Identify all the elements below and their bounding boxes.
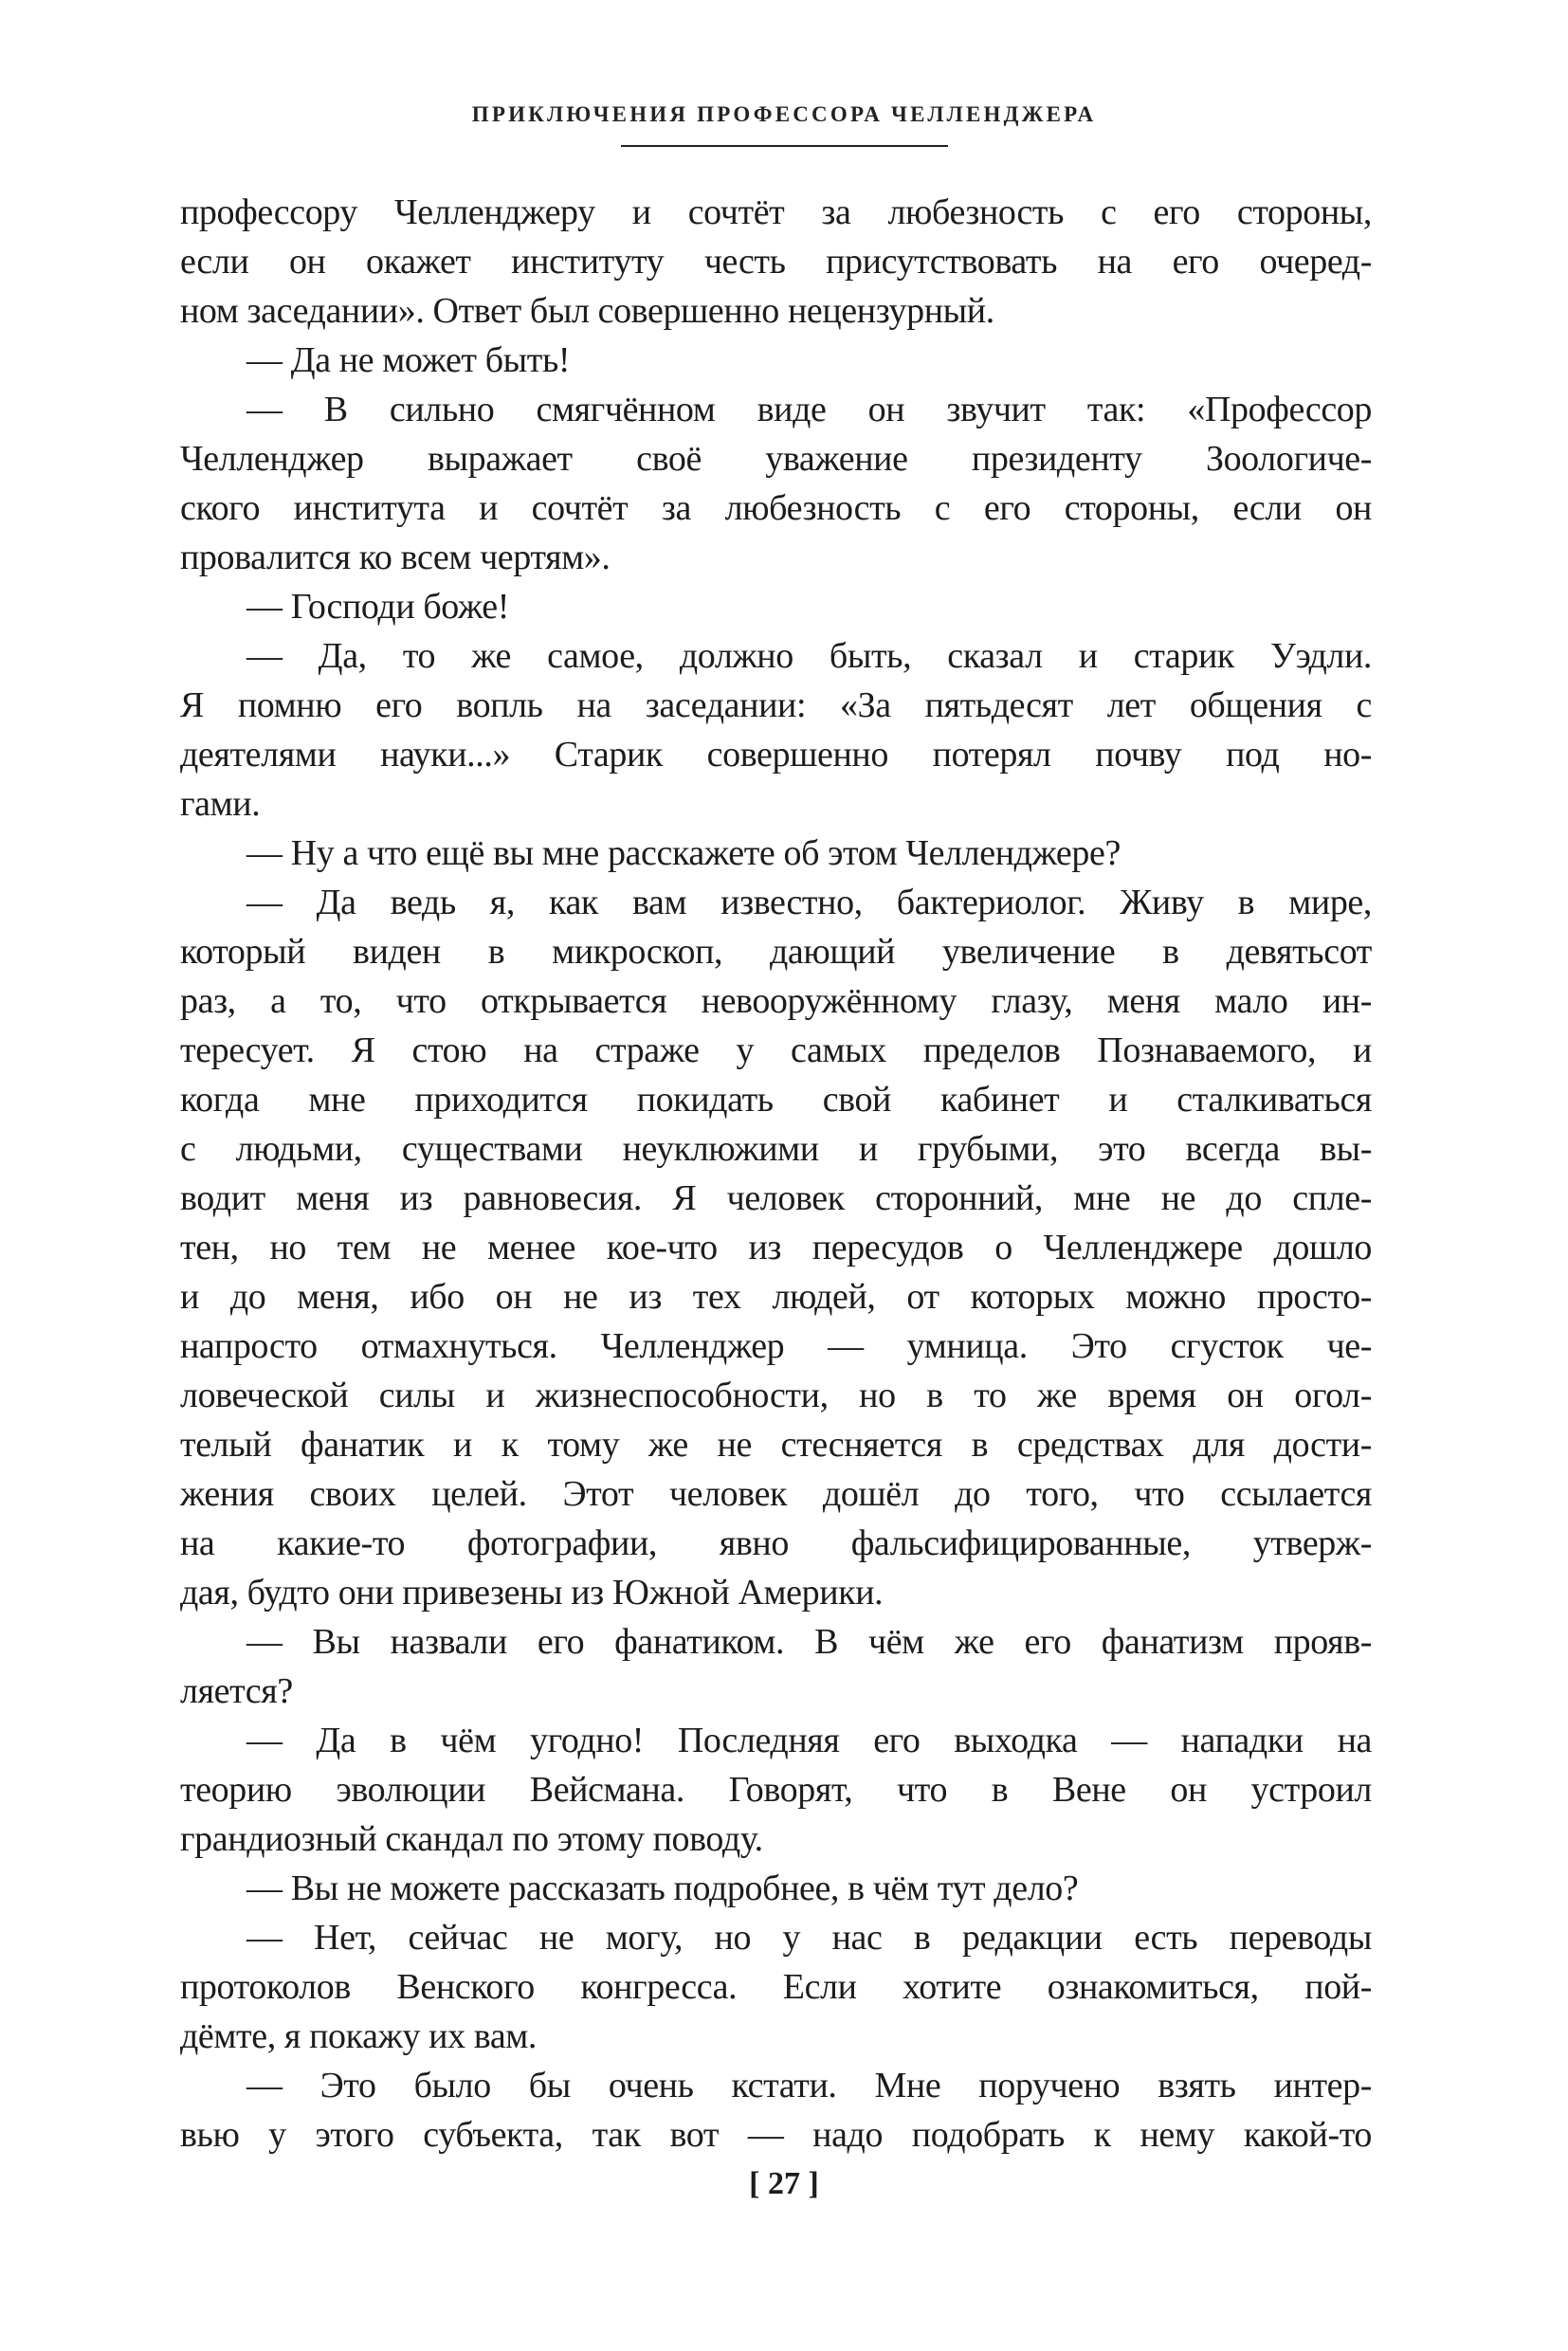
text-line: провалится ко всем чертям».	[180, 538, 611, 577]
body-text	[180, 188, 1372, 2160]
text-line: протоколов Венского конгресса. Если хотите ознакомиться, пой-	[180, 1967, 1372, 2007]
text-line: — Господи боже!	[246, 587, 510, 627]
text-line: Челленджер выражает своё уважение президенту Зоологиче-	[180, 439, 1372, 479]
text-line: Я помню его вопль на заседании: «За пятьдесят лет общения с	[180, 685, 1372, 725]
text-line: вью у этого субъекта, так вот — надо подобрать к нему какой-то	[180, 2115, 1372, 2155]
text-line: — Нет, сейчас не могу, но у нас в редакции есть переводы	[246, 1918, 1372, 1958]
text-line: тен, но тем не менее кое-что из пересудов о Челленджере дошло	[180, 1228, 1372, 1267]
text-line: с людьми, существами неуклюжими и грубыми, это всегда вы-	[180, 1129, 1372, 1169]
text-line: тересует. Я стою на страже у самых пределов Познаваемого, и	[180, 1030, 1372, 1070]
text-line: ляется?	[180, 1671, 293, 1711]
text-line: раз, а то, что открывается невооружённому глазу, меня мало ин-	[180, 981, 1372, 1021]
text-line: жения своих целей. Этот человек дошёл до того, что ссылается	[180, 1474, 1372, 1514]
text-line: гами.	[180, 784, 261, 824]
text-line: напросто отмахнуться. Челленджер — умница. Это сгусток че-	[180, 1326, 1372, 1366]
text-line: на какие-то фотографии, явно фальсифицированные, утверж-	[180, 1523, 1372, 1563]
text-line: — Да не может быть!	[246, 340, 571, 380]
text-line: — Это было бы очень кстати. Мне поручено взять интер-	[246, 2066, 1372, 2105]
text-line: водит меня из равновесия. Я человек сторонний, мне не до спле-	[180, 1178, 1372, 1218]
text-line: — Да, то же самое, должно быть, сказал и старик Уэдли.	[246, 636, 1372, 676]
text-line: — Вы назвали его фанатиком. В чём же его фанатизм прояв-	[246, 1622, 1372, 1662]
text-line: ловеческой силы и жизнеспособности, но в то же время он огол-	[180, 1376, 1372, 1415]
text-line: телый фанатик и к тому же не стесняется в средствах для дости-	[180, 1425, 1372, 1465]
text-line: — В сильно смягчённом виде он звучит так: «Профессор	[246, 390, 1372, 429]
text-line: если он окажет институту честь присутствовать на его очеред-	[180, 242, 1372, 282]
text-line: деятелями науки...» Старик совершенно потерял почву под но-	[180, 735, 1372, 775]
text-line: когда мне приходится покидать свой кабинет и сталкиваться	[180, 1080, 1372, 1120]
text-line: дёмте, я покажу их вам.	[180, 2016, 538, 2056]
text-line: — Да ведь я, как вам известно, бактериолог. Живу в мире,	[246, 883, 1372, 922]
text-line: который виден в микроскоп, дающий увеличение в девятьсот	[180, 932, 1372, 972]
running-head: ПРИКЛЮЧЕНИЯ ПРОФЕССОРА ЧЕЛЛЕНДЖЕРА	[471, 102, 1097, 126]
text-line: ном заседании». Ответ был совершенно нецензурный.	[180, 291, 994, 331]
text-line: дая, будто они привезены из Южной Америки.	[180, 1573, 884, 1613]
text-line: грандиозный скандал по этому поводу.	[180, 1819, 763, 1859]
text-line: и до меня, ибо он не из тех людей, от которых можно просто-	[180, 1277, 1372, 1317]
text-line: ского института и сочтёт за любезность с его стороны, если он	[180, 488, 1372, 528]
header-rule	[621, 145, 948, 147]
page-number: [ 27 ]	[749, 2166, 819, 2201]
text-line: теорию эволюции Вейсмана. Говорят, что в Вене он устроил	[180, 1770, 1372, 1810]
text-line: — Ну а что ещё вы мне расскажете об этом Челленджере?	[246, 833, 1121, 873]
text-line: — Да в чём угодно! Последняя его выходка — нападки на	[246, 1721, 1372, 1760]
text-line: профессору Челленджеру и сочтёт за любезность с его стороны,	[180, 192, 1372, 232]
text-line: — Вы не можете рассказать подробнее, в чём тут дело?	[246, 1868, 1079, 1908]
